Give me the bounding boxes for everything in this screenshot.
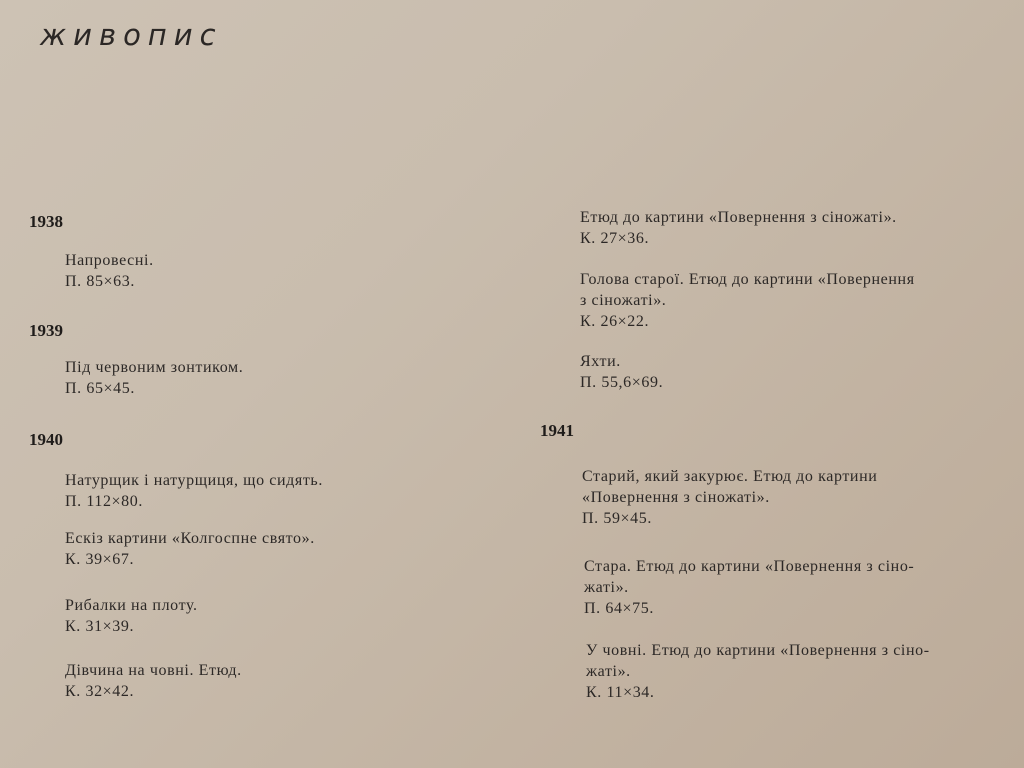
catalog-entry — [580, 351, 663, 393]
catalog-entry — [65, 357, 243, 399]
entry-title: Ескіз картини «Колгоспне свято». — [65, 530, 315, 547]
entry-dimensions: К. 11×34. — [586, 684, 655, 701]
entry-title: Старий, який закурює. Етюд до картини — [582, 468, 878, 485]
catalog-entry — [65, 470, 323, 512]
entry-title: Дівчина на човні. Етюд. — [65, 662, 242, 679]
catalog-entry — [580, 207, 897, 249]
entry-title: Напровесні. — [65, 252, 154, 269]
entry-title: Яхти. — [580, 353, 621, 370]
entry-dimensions: К. 32×42. — [65, 683, 135, 700]
entry-dimensions: К. 27×36. — [580, 230, 650, 247]
catalog-entry — [65, 660, 242, 702]
entry-title: Під червоним зонтиком. — [65, 359, 244, 376]
catalog-entry — [580, 269, 915, 332]
entry-title: Рибалки на плоту. — [65, 597, 198, 614]
year-heading-1941: 1941 — [540, 421, 574, 440]
catalog-entry — [65, 528, 315, 570]
entry-title-continued: «Повернення з сіножаті». — [582, 489, 770, 506]
catalog-entry — [582, 466, 877, 529]
entry-dimensions: П. 85×63. — [65, 273, 135, 290]
catalog-entry — [586, 640, 930, 703]
entry-dimensions: П. 55,6×69. — [580, 374, 664, 391]
catalog-entry — [65, 250, 154, 292]
entry-title-continued: жаті». — [586, 663, 631, 680]
entry-title: У човні. Етюд до картини «Повернення з сіно- — [586, 642, 930, 659]
entry-title-continued: жаті». — [584, 579, 629, 596]
year-heading-1939: 1939 — [29, 321, 63, 340]
entry-dimensions: К. 26×22. — [580, 313, 650, 330]
entry-title: Етюд до картини «Повернення з сіножаті». — [580, 209, 897, 226]
entry-dimensions: П. 59×45. — [582, 510, 652, 527]
entry-dimensions: К. 39×67. — [65, 551, 135, 568]
page-title: живопис — [40, 18, 223, 52]
catalog-entry — [584, 556, 914, 619]
entry-title-continued: з сіножаті». — [580, 292, 667, 309]
entry-dimensions: П. 64×75. — [584, 600, 654, 617]
year-heading-1940: 1940 — [29, 430, 63, 449]
entry-dimensions: П. 112×80. — [65, 493, 143, 510]
entry-title: Натурщик і натурщиця, що сидять. — [65, 472, 323, 489]
entry-dimensions: П. 65×45. — [65, 380, 135, 397]
entry-dimensions: К. 31×39. — [65, 618, 135, 635]
catalog-entry — [65, 595, 198, 637]
entry-title: Голова старої. Етюд до картини «Повернення — [580, 271, 915, 288]
year-heading-1938: 1938 — [29, 212, 63, 231]
entry-title: Стара. Етюд до картини «Повернення з сіно- — [584, 558, 915, 575]
